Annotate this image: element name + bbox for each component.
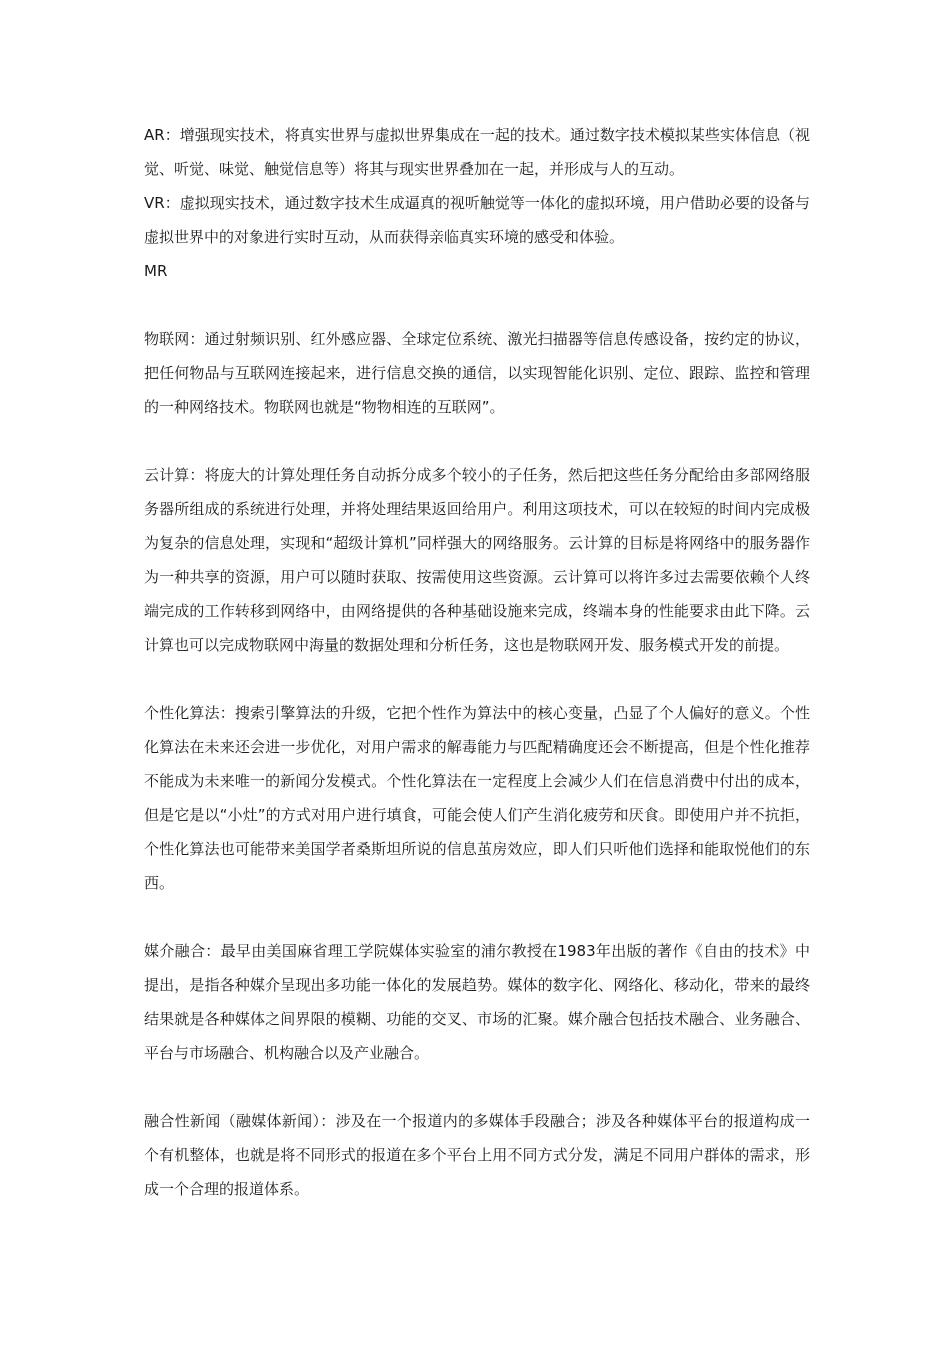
document-body xyxy=(144,118,810,1206)
paragraph-convergent-news: 融合性新闻（融媒体新闻）：涉及在一个报道内的多媒体手段融合；涉及各种媒体平台的报道构成一个有机整体，也就是将不同形式的报道在多个平台上用不同方式分发，满足不同用户群体的需求，形成一个合理的报道体系。 xyxy=(144,1112,810,1198)
paragraph-spacer xyxy=(144,900,810,934)
paragraph-mr: MR xyxy=(144,262,168,280)
paragraph-spacer xyxy=(144,1070,810,1104)
paragraph-vr: VR：虚拟现实技术，通过数字技术生成逼真的视听触觉等一体化的虚拟环境，用户借助必要的设备与虚拟世界中的对象进行实时互动，从而获得亲临真实环境的感受和体验。 xyxy=(144,194,810,246)
paragraph-ar: AR：增强现实技术，将真实世界与虚拟世界集成在一起的技术。通过数字技术模拟某些实体信息（视觉、听觉、味觉、触觉信息等）将其与现实世界叠加在一起，并形成与人的互动。 xyxy=(144,126,810,178)
paragraph-cloud-computing: 云计算：将庞大的计算处理任务自动拆分成多个较小的子任务，然后把这些任务分配给由多部网络服务器所组成的系统进行处理，并将处理结果返回给用户。利用这项技术，可以在较短的时间内完成极为复杂的信息处理，实现和“超级计算机”同样强大的网络服务。云计算的目标是将网络中的服务器作为一种共享的资源，用户可以随时获取、按需使用这些资源。云计算可以将许多过去需要依赖个人终端完成的工作转移到网络中，由网络提供的各种基础设施来完成，终端本身的性能要求由此下降。云计算也可以完成物联网中海量的数据处理和分析任务，这也是物联网开发、服务模式开发的前提。 xyxy=(144,466,810,654)
paragraph-spacer xyxy=(144,662,810,696)
paragraph-spacer xyxy=(144,288,810,322)
paragraph-iot: 物联网：通过射频识别、红外感应器、全球定位系统、激光扫描器等信息传感设备，按约定的协议，把任何物品与互联网连接起来，进行信息交换的通信，以实现智能化识别、定位、跟踪、监控和管理的一种网络技术。物联网也就是“物物相连的互联网”。 xyxy=(144,330,810,416)
paragraph-media-convergence: 媒介融合：最早由美国麻省理工学院媒体实验室的浦尔教授在1983年出版的著作《自由的技术》中提出，是指各种媒介呈现出多功能一体化的发展趋势。媒体的数字化、网络化、移动化，带来的最终结果就是各种媒体之间界限的模糊、功能的交叉、市场的汇聚。媒介融合包括技术融合、业务融合、平台与市场融合、机构融合以及产业融合。 xyxy=(144,942,810,1062)
paragraph-personalized-algorithm: 个性化算法：搜索引擎算法的升级，它把个性作为算法中的核心变量，凸显了个人偏好的意义。个性化算法在未来还会进一步优化，对用户需求的解毒能力与匹配精确度还会不断提高，但是个性化推荐不能成为未来唯一的新闻分发模式。个性化算法在一定程度上会减少人们在信息消费中付出的成本，但是它是以“小灶”的方式对用户进行填食，可能会使人们产生消化疲劳和厌食。即使用户并不抗拒，个性化算法也可能带来美国学者桑斯坦所说的信息茧房效应，即人们只听他们选择和能取悦他们的东西。 xyxy=(144,704,810,892)
paragraph-spacer xyxy=(144,424,810,458)
